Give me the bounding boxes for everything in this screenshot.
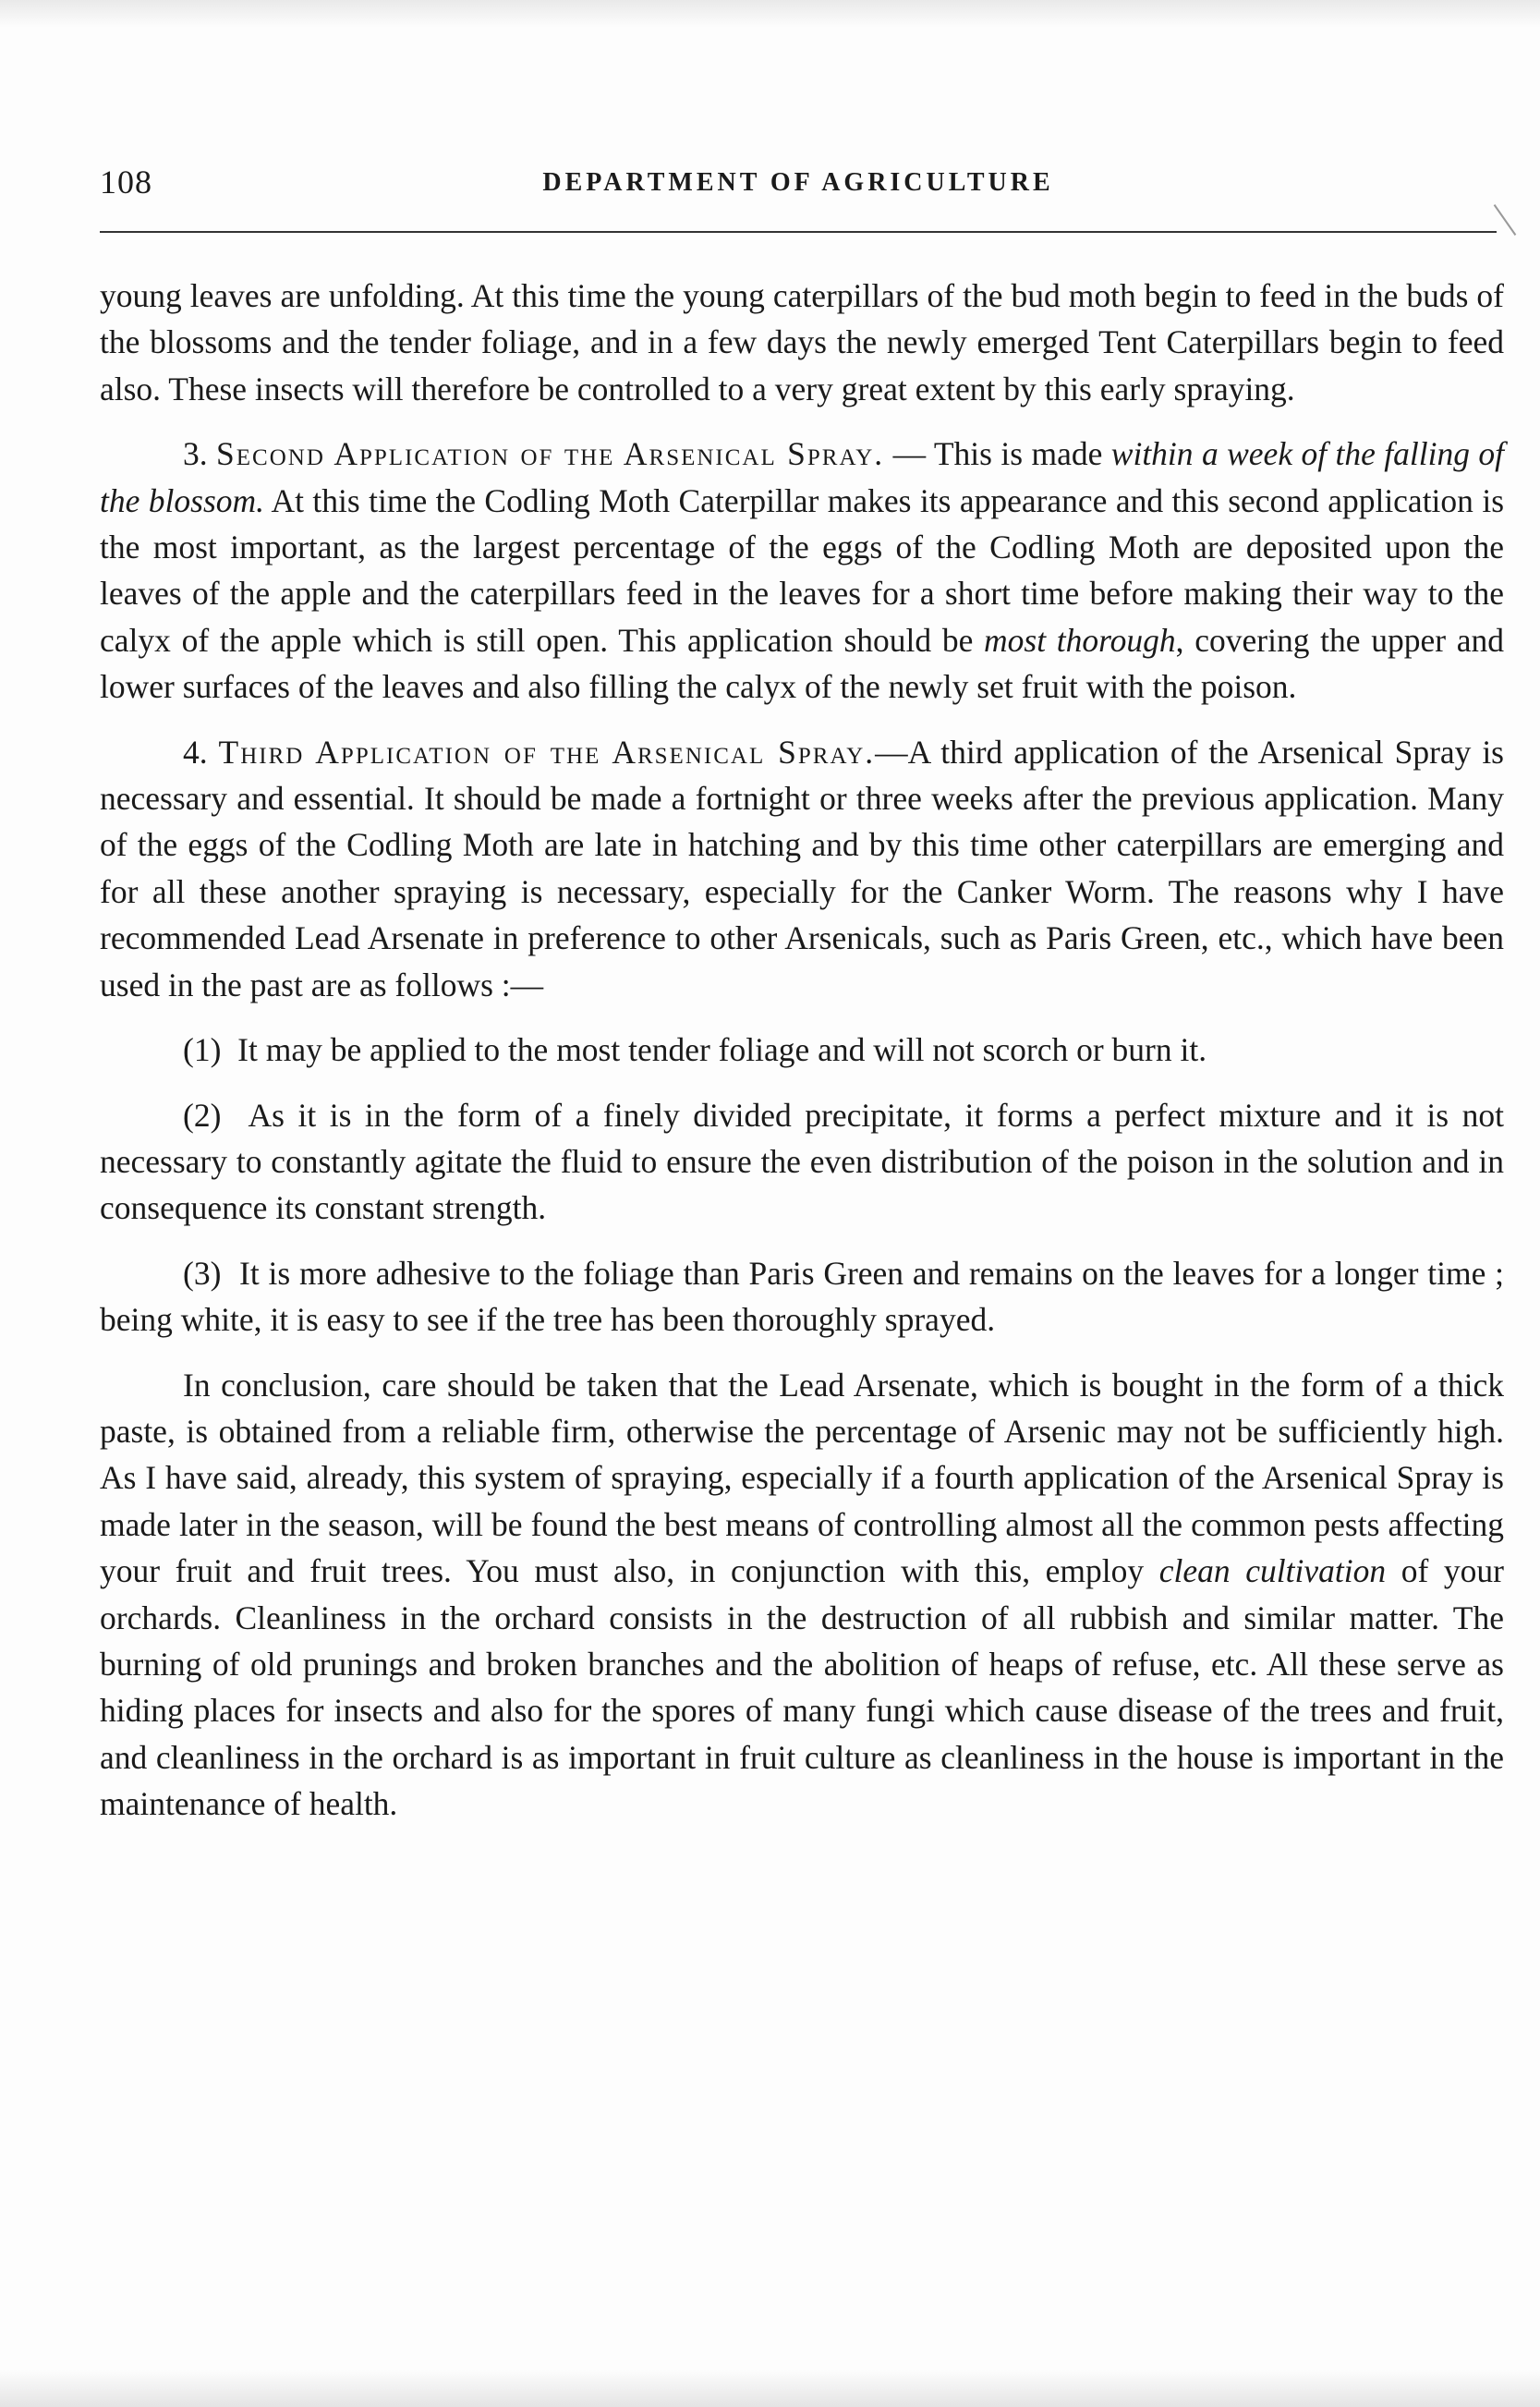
reason-item [100,1250,1504,1343]
reason-item [100,1092,1504,1232]
reason-number: (1) [183,1031,222,1069]
scan-edge-top [0,0,1540,28]
reason-number: (3) [183,1254,222,1292]
paragraph-body: In conclusion, care should be taken that the Lead Arsenate, which is bought in the form of a thick paste, is obtained from a reliable firm, otherwise the percentage of Arsenic may not be sufficiently high. As I have said, already, this system of spraying, especially if a fourth application of the Arsenical Spray is made later in the season, will be found the best means of controlling almost all the common pests affecting your fruit and fruit trees. You must also, in conjunction with this, employ [100,1366,1504,1590]
paragraph-body: of your orchards. Cleanliness in the orchard consists in the destruction of all rubbish and similar matter. The burning of old prunings and broken branches and the abolition of heaps of refuse, etc. All these serve as hiding places for insects and also for the spores of many fungi which cause disease of the trees and fruit, and cleanliness in the orchard is as important in fruit culture as cleanliness in the house is important in the maintenance of health. [100,1552,1504,1823]
emphasis-text: clean cultivation [1158,1552,1387,1590]
paragraph-body: At this time the Codling Moth Caterpillar makes its appearance and this second application is the most important, as the largest percentage of the eggs of the Codling Moth are deposited upon the leaves of the apple and the caterpillars feed in the leaves for a short time before making their way to the calyx of the apple which is still open. This application should be [100,481,1505,659]
paragraph-continuation: young leaves are unfolding. At this time the young caterpillars of the bud moth begin to feed in the buds of the blossoms and the tender foliage, and in a few days the newly emerged Tent Caterpillars begin to feed also. These insects will therefore be controlled to a very great extent by this early spraying. [100,277,1504,407]
paragraph-body: —A third application of the Arsenical Spray is necessary and essential. It should be made a fortnight or three weeks after the previous application. Many of the eggs of the Codling Moth are late in hatching and by this time other caterpillars are emerging and for all these another spraying is necessary, especially for the Canker Worm. The reasons why I have recommended Lead Arsenate in preference to other Arsenicals, such as Paris Green, etc., which have been used in the past are as follows :— [100,733,1505,1003]
page-header [100,163,1497,209]
section-number: 4. [183,733,208,771]
page-number: 108 [100,164,152,201]
header-rule [100,231,1497,233]
section-heading: Third Application of the Arsenical Spray. [218,733,876,771]
section-number: 3. [183,435,208,473]
scan-edge-bottom [0,2370,1540,2407]
running-head: DEPARTMENT OF AGRICULTURE [542,168,1054,197]
section-heading: Second Application of the Arsenical Spray. [216,435,885,473]
reason-text: It is more adhesive to the foliage than Paris Green and remains on the leaves for a longer time ; being white, it is easy to see if the tree has been thoroughly sprayed. [100,1254,1505,1339]
reason-text: It may be applied to the most tender foliage and will not scorch or burn it. [237,1031,1207,1069]
body-text [100,273,1504,1828]
paragraph-third-application [100,729,1504,1008]
reason-number: (2) [183,1096,222,1134]
emphasis-text: within a week of the falling of the blossom. [100,435,1505,519]
reason-item [100,1027,1504,1073]
paragraph-second-application [100,431,1504,710]
paragraph-body: , covering the upper and lower surfaces of the leaves and also filling the calyx of the newly set fruit with the poison. [100,621,1504,706]
paragraph-lead: — This is made [884,435,1111,473]
paragraph-conclusion [100,1362,1504,1828]
reason-text: As it is in the form of a finely divided precipitate, it forms a perfect mixture and it is not necessary to constantly agitate the fluid to ensure the even distribution of the poison in the solution and in consequence its constant strength. [100,1096,1505,1227]
emphasis-text: most thorough [984,621,1176,659]
scan-mark [1494,204,1517,236]
